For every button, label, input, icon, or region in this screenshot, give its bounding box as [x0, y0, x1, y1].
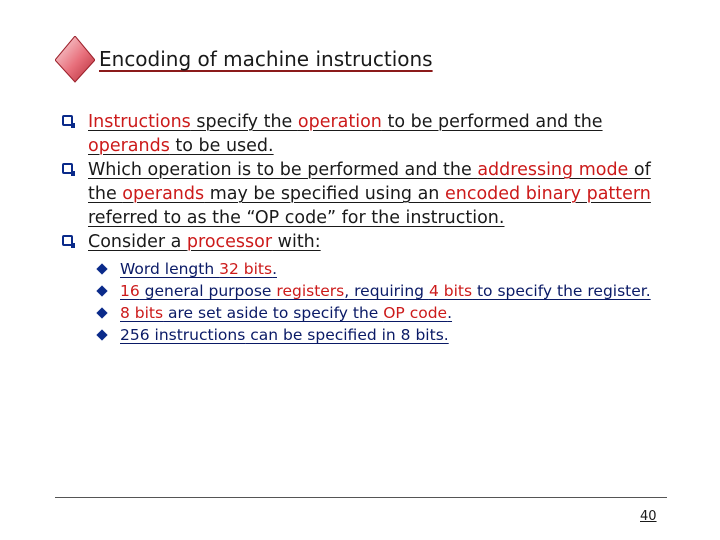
highlighted-term: 16 [120, 282, 140, 300]
sub-bullet-item [62, 324, 672, 346]
footer-divider [55, 497, 667, 498]
text-segment: specify the [190, 112, 298, 132]
text-segment: to be performed and the [381, 112, 603, 132]
sub-bullet-item [62, 258, 672, 280]
text-segment: . [272, 260, 277, 278]
highlighted-term: operation [297, 112, 382, 132]
sub-bullet-item [62, 302, 672, 324]
sub-bullet-text [120, 304, 452, 322]
highlighted-term: registers [276, 282, 345, 300]
text-segment: 256 instructions [120, 326, 246, 344]
highlighted-term: encoded binary pattern [444, 184, 651, 204]
bullet-text [88, 160, 651, 228]
text-segment: general purpose [139, 282, 277, 300]
page-number: 40 [640, 509, 657, 524]
text-segment: may be specified using an [204, 184, 445, 204]
diamond-bullet-icon [96, 263, 107, 274]
bullet-list [62, 110, 672, 346]
diamond-bullet-icon [96, 307, 107, 318]
bullet-item [62, 158, 672, 230]
diamond-bullet-icon [96, 285, 107, 296]
text-segment: referred to as the “OP code” for the instruction. [88, 208, 505, 228]
text-segment: , requiring [344, 282, 429, 300]
sub-bullet-text [120, 260, 277, 278]
text-segment: Which operation is to be performed and the [88, 160, 478, 180]
sub-bullet-item [62, 280, 672, 302]
highlighted-term: addressing mode [477, 160, 629, 180]
text-segment: with: [272, 232, 321, 252]
highlighted-term: 8 bits [120, 304, 164, 322]
bullet-item [62, 230, 672, 254]
highlighted-term: Instructions [88, 112, 191, 132]
highlighted-term: 4 bits [428, 282, 473, 300]
bullet-text [88, 232, 321, 252]
diamond-icon [55, 36, 95, 96]
highlighted-term: operands [88, 136, 170, 156]
sub-bullet-text [120, 282, 651, 300]
text-segment: are set aside to specify the [163, 304, 384, 322]
square-bullet-icon [62, 163, 73, 174]
text-segment: Word length [120, 260, 220, 278]
highlighted-term: OP code [383, 304, 448, 322]
bullet-item [62, 110, 672, 158]
text-segment: can be specified in 8 bits. [245, 326, 449, 344]
highlighted-term: operands [122, 184, 205, 204]
highlighted-term: 32 bits [219, 260, 273, 278]
text-segment: . [447, 304, 453, 322]
square-bullet-icon [62, 235, 73, 246]
diamond-bullet-icon [96, 329, 107, 340]
bullet-text [88, 112, 603, 156]
text-segment: Consider a [88, 232, 187, 252]
text-segment: to specify the register. [472, 282, 651, 300]
text-segment: to be used. [169, 136, 274, 156]
slide-title: Encoding of machine instructions [99, 47, 433, 71]
highlighted-term: processor [186, 232, 273, 252]
sub-bullet-text [120, 326, 449, 344]
square-bullet-icon [62, 115, 73, 126]
text-segment: of the [88, 160, 651, 204]
